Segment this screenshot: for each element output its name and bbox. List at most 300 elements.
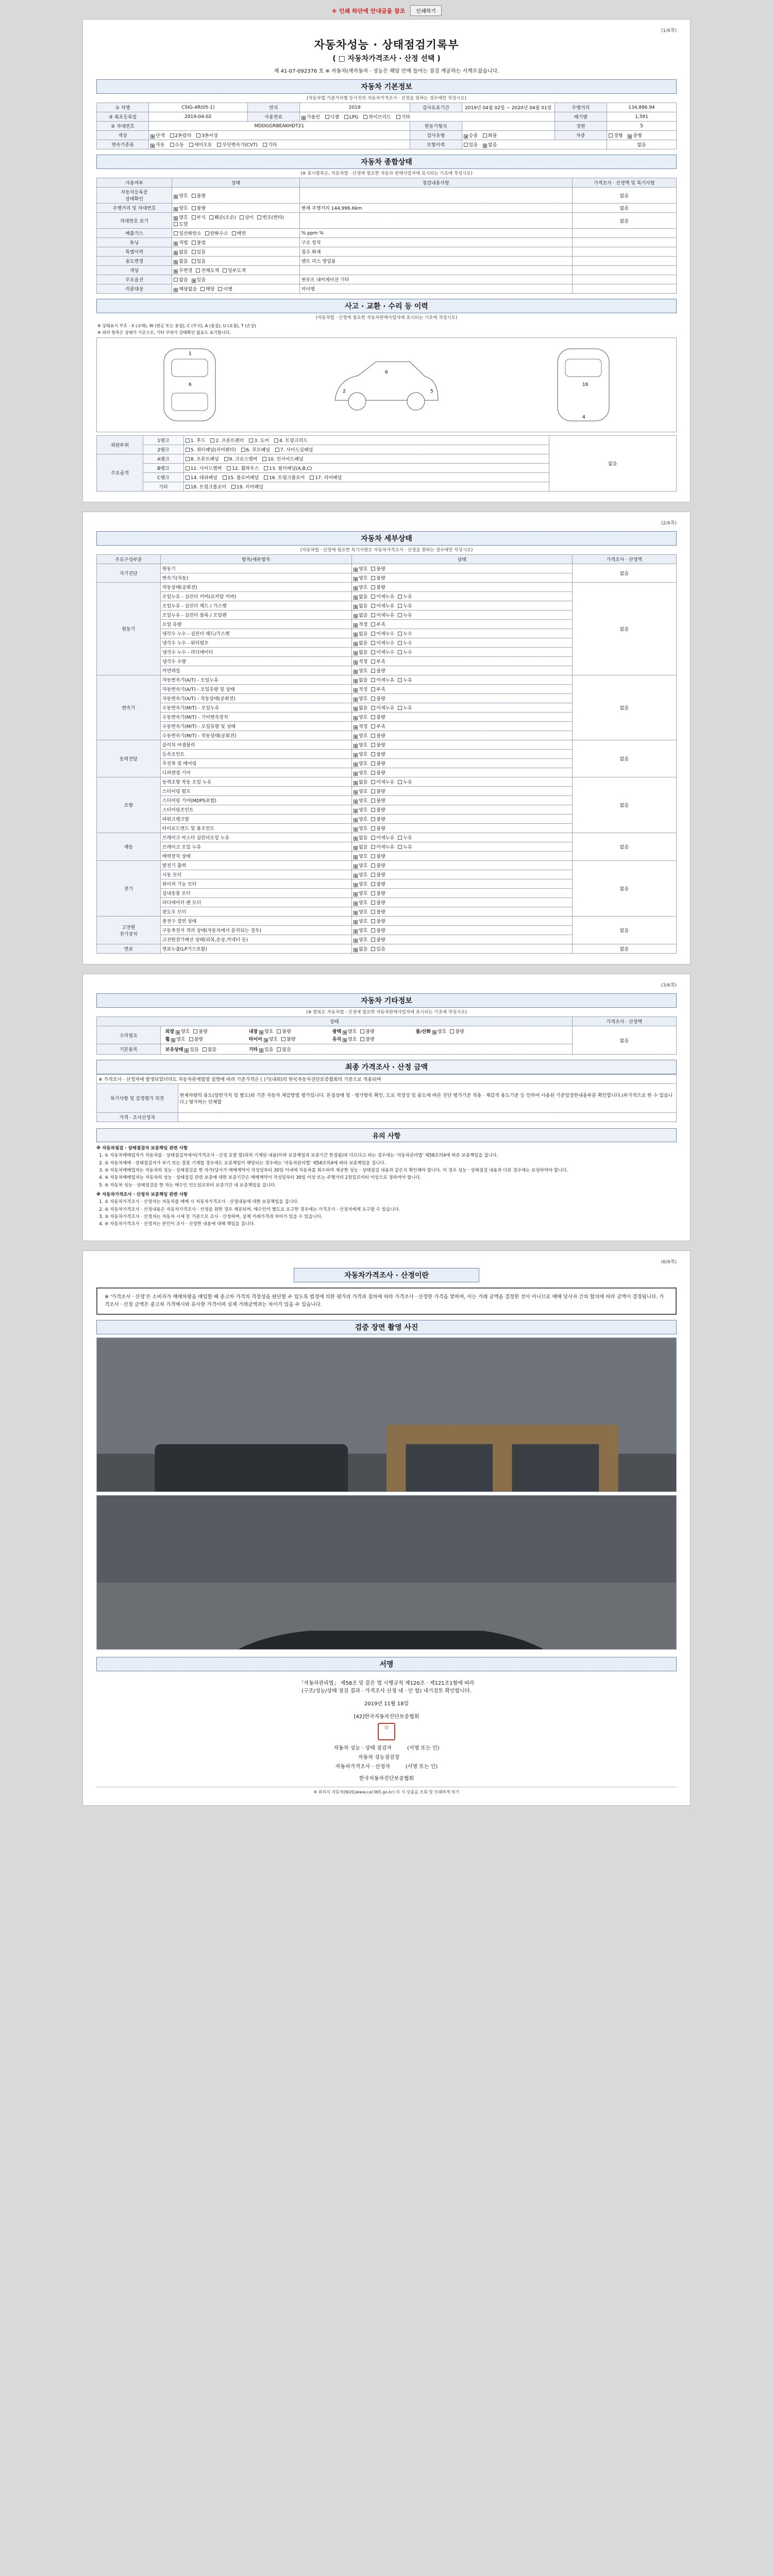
svg-text:1: 1 [188,351,192,357]
accident-rank1-label: 1랭크 [143,436,184,445]
detail-item-state[interactable]: ✓ 양호 불량 [352,731,573,740]
section-detail-note: (자동차법 · 산정에 필요한 특기사항은 자동차가격조사 · 산정을 원하는 경우에만 작성시오) [300,548,473,553]
overall-row-price: 없음 [572,204,677,213]
page-4 [82,1250,691,1806]
table-row [97,583,677,592]
detail-item-state[interactable]: ✓ 양호 불량 [352,805,573,815]
car-side-diagram [327,344,446,426]
detail-item-state[interactable]: ✓ 양호 불량 [352,750,573,759]
price-checker-name: (서명 또는 인) [405,1764,438,1770]
caution-title-2: ※ 자동차가격조사 · 산정자 보증책임 관련 사항 [96,1192,188,1197]
sign-date: 2019년 11월 18일 [364,1701,409,1707]
basic-info-table [96,103,677,149]
page-1 [82,19,691,502]
detail-item-label: 오일누유 - 실린더 블록 / 오일팬 [160,611,351,620]
basic-etc-value: 없음 [607,140,677,149]
car-damage-diagram [96,337,677,432]
overall-row-state[interactable]: ✓양호 부식 훼손(오손) 상이 변조(변타)도말 [172,213,300,229]
table-row [97,777,677,787]
detail-item-label: 커먼레일 [160,666,351,675]
table-row [97,266,677,275]
detail-item-label: 디퍼렌셜 기어 [160,768,351,777]
overall-row-detail: 썬루프 내비게이션 기타 [299,275,572,284]
basic-bodysize-options[interactable]: 경형 ✓ 중형 [607,131,677,140]
caution-item: 1. ① 자동차가격조사 · 산정자는 자동차를 매매 시 자동차가격조사 · 산정내용에 대한 보증책임을 집니다. [105,1199,677,1205]
caution-list-1 [96,1153,677,1189]
accident-rankB-items[interactable]: 11. 사이드멤버 12. 휠하우스 13. 필러패널(A,B,C) [183,464,549,473]
overall-row-state[interactable]: ✓ 적법 불법 [172,238,300,247]
page-number-4: (6/6쪽) [661,1260,677,1265]
overall-row-detail: 현재 주행거리 144,996.6km [299,204,572,213]
detail-item-state[interactable]: ✓ 양호 불량 [352,796,573,805]
detail-item-label: 브레이크 오일 누유 [160,842,351,852]
section-photo-title: 검증 장면 촬영 사진 [96,1320,677,1334]
official-stamp: 印 [378,1723,395,1740]
caution-body [96,1145,677,1227]
caution-item: 4. ④ 자동차매매업자는 자동차의 성능 · 상태점검 관련 보증에 대한 보증기간은 매매계약서 작성일부터 30일 이상 또는 주행거리 2천킬로미터 이상으로 정하여야 합니다. [105,1175,677,1181]
caution-item: 2. ② 자동차가격조사 · 산정내용은 자동차가격조사 · 산정을 원한 경우 제공되며, 매수인이 별도로 요구한 경우에는 가격조사 · 산정자에게 요구할 수 있습니다. [105,1207,677,1213]
overall-row-state[interactable]: 없음 ✓ 있음 [172,275,300,284]
detail-item-label: 스티어링 펌프 [160,787,351,796]
detail-table [96,554,677,954]
page-number-1: (1/6쪽) [661,28,677,33]
detail-item-label: 오일누유 - 실린더 헤드 / 가스켓 [160,601,351,611]
caution-item: 3. ③ 자동차매매업자는 자동차의 성능 · 상태점검을 한 자가(당사가 매매계약서 작성일부터 30일 이내에 자동차를 회수하여 제공한 성능 · 상태점검 내용과 같은지 확인해야 합니다. 이 경우 성능 · 상태점검 내용과 다른 경우에는 보상하여야 합니다. [105,1167,677,1174]
overall-row-state[interactable]: ✓ 없음 있음 [172,257,300,266]
overall-row-name: 배출가스 [97,229,172,238]
detail-item-state[interactable]: ✓ 양호 불량 [352,583,573,592]
detail-group-name: 조향 [97,777,161,833]
overall-row-name: 색상 [97,266,172,275]
detail-item-label: 클러치 어셈블리 [160,740,351,750]
basic-fuel-options[interactable]: ✓ 가솔린 디젤 LPG 하이브리드 기타 [299,112,554,122]
detail-item-state[interactable]: ✓ 없음 있음 [352,944,573,954]
basic-label-disp: 배기량 [554,112,607,122]
document-title: 자동차성능 · 상태점검기록부 [314,39,459,51]
basic-label-color: 색상 [97,131,149,140]
detail-item-state[interactable]: ✓ 양호 불량 [352,573,573,583]
overall-row-detail [299,213,572,229]
checker-name: (서명 또는 인) [407,1745,440,1751]
accident-rankB-label: B랭크 [143,464,184,473]
detail-group-name: 전기 [97,861,161,917]
accident-rankA-items[interactable]: 8. 프론트패널 9. 크로스멤버 10. 인사이드패널 [183,454,549,464]
table-row [97,275,677,284]
section-etcinfo-note: (※ 항목은 자동차법 · 산정에 필요한 자동차판매사업자에 표시되는 기초에 작성시오) [306,1010,467,1015]
overall-col-use: 사용여부 [97,178,172,188]
price-checker-label: 자동차가격조사 · 산정자 [335,1764,390,1770]
etcinfo-col-state: 상태 [97,1017,573,1026]
detail-item-label: 동력조향 작동 오일 누유 [160,777,351,787]
detail-group-name: 원동기 [97,583,161,675]
detail-item-label: 등속조인트 [160,750,351,759]
table-row [97,1026,677,1044]
accident-line1: ※ 상태표시 부호 : X (교체), W (판금 또는 용접), C (부식), A (흠집), U (요철), T (손상) [97,324,257,328]
overall-row-state[interactable]: ✓양호 불량 [172,188,300,204]
overall-row-price [572,238,677,247]
detail-item-state[interactable]: ✓ 양호 불량 [352,852,573,861]
detail-item-label: 수동변속기(M/T) - 오일유량 및 상태 [160,722,351,731]
basic-label-first-reg: ③ 최초등록일 [97,112,149,122]
detail-group-name: 연료 [97,944,161,954]
detail-item-state[interactable]: ✓ 없음 미세누유 누유 [352,601,573,611]
section-final-price: 최종 가격조사 · 산정 금액 [96,1060,677,1074]
detail-item-state[interactable]: ✓ 양호 불량 [352,879,573,889]
detail-group-name: 자기진단 [97,564,161,583]
final-warning-box: ※ '가격조사 · 산정'은 소비자가 매매차량을 매입할 때 중고차 가격의 적정성을 판단할 수 있도록 법정에 의한 평가의 가격과 절차에 따라 가격조사 · 산정한 가격을 말하며, 이는 거래 금액을 결정한 것이 아니므로 매매 당사자 간의 합의에 따라 금액이 결정됩니다. 가격조사 · 산정 금액은 중고차 가격예시와 유사한 가격이며 실제 거래금액과는 차이가 있을 수 있습니다. [96,1287,677,1315]
detail-item-state[interactable]: ✓ 없음 미세누유 누유 [352,703,573,713]
checker-label: 자동차 성능 · 상태 점검자 [333,1745,392,1751]
overall-row-name: 리콜대상 [97,284,172,294]
detail-col-2: 항목/세부항목 [160,555,351,564]
section-signature: 서명 [96,1657,677,1671]
overall-row-detail: % ppm % [299,229,572,238]
detail-item-label: 스티어링 기어(MDPS포함) [160,796,351,805]
detail-item-label: 시동 모터 [160,870,351,879]
overall-row-price: 없음 [572,213,677,229]
svg-text:6: 6 [188,382,192,387]
etcinfo-table [96,1016,677,1055]
basic-label-fuel: 사용연료 [247,112,299,122]
detail-item-state[interactable]: ✓ 양호 불량 [352,861,573,870]
accident-rankC-items[interactable]: 14. 대쉬패널 15. 플로어패널 16. 트렁크플로어 17. 리어패널 [183,473,549,482]
detail-group-price: 없음 [572,583,677,675]
detail-item-state[interactable]: ✓ 적정 부족 [352,620,573,629]
sign-text-1: 「자동차관리법」 제58조 및 같은 법 시행규칙 제120조 · 제121조1항에 따라 [298,1680,475,1686]
detail-group-name: 제동 [97,833,161,861]
detail-item-state[interactable]: ✓ 없음 미세누수 누수 [352,638,573,648]
detail-item-label: 충전구 절연 상태 [160,917,351,926]
basic-label-bodysize: 차종 [554,131,607,140]
inspection-photo-1 [96,1337,677,1492]
table-row [97,257,677,266]
detail-item-state[interactable]: ✓ 양호 불량 [352,935,573,944]
detail-item-state[interactable]: ✓ 양호 불량 [352,768,573,777]
table-row [97,675,677,685]
detail-item-state[interactable]: ✓ 양호 불량 [352,926,573,935]
detail-item-state[interactable]: ✓ 적정 부족 [352,722,573,731]
detail-group-price: 없음 [572,740,677,777]
detail-item-label: 원동기 [160,564,351,573]
detail-item-state[interactable]: ✓ 없음 미세누수 누수 [352,629,573,638]
overall-row-price [572,284,677,294]
table-row [97,229,677,238]
basic-label-validity: 검사유효기간 [410,103,462,112]
detail-item-label: 오일 유량 [160,620,351,629]
page-number-3: (3/6쪽) [661,983,677,988]
etc-group-name: 기본품목 [97,1044,161,1055]
basic-value-seats: 5 [607,122,677,131]
detail-item-label: 오일누유 - 실린더 커버(로커암 커버) [160,592,351,601]
detail-item-state[interactable]: ✓ 없음 미세누유 누유 [352,842,573,852]
overall-row-state[interactable]: ✓ 양호 불량 [172,204,300,213]
overall-col-state: 상태 [172,178,300,188]
table-row [97,204,677,213]
sign-stamp-label: [42]한국자동차진단보증협회 [354,1714,419,1720]
overall-row-detail [299,188,572,204]
section-basic-info: 자동차 기본정보 [96,79,677,94]
detail-item-state[interactable]: ✓ 양호 불량 [352,917,573,926]
etcinfo-col-price: 가격조사 · 산정액 [572,1017,677,1026]
detail-item-label: 냉각수 누수 - 워터펌프 [160,638,351,648]
detail-item-state[interactable]: ✓ 없음 미세누유 누유 [352,777,573,787]
caution-item: 5. ⑤ 자동차 성능 · 상태점검을 한 자는 매수인 인도일로부터 보증기간 내 보증책임을 집니다. [105,1182,677,1189]
section-basic-note: (자동차법 기준가치별 등사진의 자동차가격조사 · 산정을 원하는 경우에만 작성시오) [306,96,467,101]
accident-frame-label: 주요골격 [97,454,143,492]
overall-row-name: 차대번호 표기 [97,213,172,229]
table-row [97,564,677,573]
detail-group-name: 변속기 [97,675,161,740]
overall-col-detail: 점검내용사항 [299,178,572,188]
detail-item-label: 타이로드엔드 및 볼조인트 [160,824,351,833]
overall-row-price: 없음 [572,188,677,204]
basic-label-seats: 정원 [554,122,607,131]
final-price-note1: ※ 가격조사 · 산정자에 발생되었더라도 자동차관계법령 설명에 따라 기준가격은 ( )기(내외)의 한국자동차진단보증협회의 기준으로 적용되며 [97,1075,677,1084]
svg-text:2: 2 [342,389,346,394]
svg-text:5: 5 [430,389,433,394]
detail-group-price: 없음 [572,861,677,917]
basic-label-vin: ⑤ 차대번호 [97,122,149,131]
section-accident-note: (자동차법 · 산정에 필요한 자동차판매사업자에 표시되는 기초에 작성시오) [315,315,458,320]
section-overall-note: (※ 표시항목은, 자동차법 · 산정에 필요한 자동차 판매사업자에 표시되는 기초에 작성시오) [300,171,473,176]
overall-row-name: 자동차등록증 상태확인 [97,188,172,204]
etc-group-name: 수리필요 [97,1026,161,1044]
table-row [97,188,677,204]
overall-row-detail: 구조 장치 [299,238,572,247]
table-row [97,861,677,870]
caution-item: 4. ④ 자동차가격조사 · 산정자는 본인이 조사 · 산정한 내용에 대해 책임을 집니다. [105,1221,677,1227]
detail-item-label: 브레이크 마스터 실린더오일 누유 [160,833,351,842]
basic-trans-options[interactable]: ✓ 자동 수동 세미오토 무단변속기(CVT) 기타 [149,140,410,149]
accident-extra-items[interactable]: 18. 트렁크플로어 19. 리어패널 [183,482,549,492]
detail-item-state[interactable]: ✓ 양호 불량 [352,870,573,879]
detail-item-state[interactable]: ✓ 없음 미세누유 누유 [352,833,573,842]
overall-row-name: 주행거리 및 차대번호 [97,204,172,213]
accident-price: 없음 [549,436,677,492]
basic-value-disp: 1,591 [607,112,677,122]
overall-row-price [572,275,677,284]
detail-item-label: 변속기(자동) [160,573,351,583]
basic-value-mileage: 134,886.94 [607,103,677,112]
basic-label-insurance: 보험이력 [410,140,462,149]
basic-label-name: ① 차명 [97,103,149,112]
detail-group-price: 없음 [572,833,677,861]
basic-type-options[interactable]: ✓ 승용 화물 [462,131,554,140]
photo-1-graphic [97,1338,676,1492]
detail-item-label: 추진축 및 베어링 [160,759,351,768]
print-button[interactable]: 인쇄하기 [410,5,442,16]
top-notice: ＊ 인쇄 하단에 안내글을 참조 [331,7,406,14]
basic-label-type: 검사유형 [410,131,462,140]
overall-row-detail [299,266,572,275]
etc-price: 없음 [572,1026,677,1055]
detail-item-state[interactable]: ✓ 양호 불량 [352,907,573,917]
detail-item-state[interactable]: ✓ 양호 불량 [352,564,573,573]
detail-item-state[interactable]: ✓ 적정 부족 [352,685,573,694]
detail-item-state[interactable]: ✓ 양호 불량 [352,759,573,768]
accident-parts-table [96,435,677,492]
detail-item-state[interactable]: ✓ 양호 불량 [352,815,573,824]
association-name: 한국자동차진단보증협회 [359,1775,414,1782]
page-3 [82,974,691,1241]
basic-value-engine [462,122,554,131]
caution-item: 2. ② 자동차매매 · 상태점검자가 부기 또는 잘못 기재할 경우에도 보증책임이 해당되는 경우에는 '자동차관리법' 제58조의4에 따라 보증책임을 집니다. [105,1160,677,1166]
company-label: 자동차 성능점검장 [358,1754,400,1760]
etc-group-items[interactable]: 외장 ✓ 양호 불량 내장 ✓ 양호 불량 광택 ✓ 양호 불량 룸/산화 ✓ 양호 불량휠 ✓ 양호 불량 타이어 ✓ 양호 불량 유리 ✓ 양호 불량 [160,1026,572,1044]
sign-text-2: (구조/성능/상태 점검 결과 · 가격조사 산정 내 · 안 함) 내기검토 확인합니다. [301,1688,472,1694]
detail-item-label: 냉각수 누수 - 라디에이터 [160,648,351,657]
detail-item-label: 자동변속기(A/T) - 오일유량 및 상태 [160,685,351,694]
basic-label-year: 연식 [247,103,299,112]
caution-item: 1. ① 자동차매매업자가 자동차를 · 상태점검자에서(가격조사 · 산정 포함 함)과의 기재된 내용(이하 보증책임과 보증기간 한정됨)과 다르다고 하는 경우에는 '자동차관리법' 제58조의4에 따른 보증책임을 집니다. [105,1153,677,1159]
detail-col-3: 상태 [352,555,573,564]
detail-item-state[interactable]: ✓ 양호 불량 [352,740,573,750]
overall-row-price [572,247,677,257]
detail-item-label: 발전기 출력 [160,861,351,870]
table-row [97,247,677,257]
final-price-left-body: 현재차량의 용도(일반가치 및 별도)와 기준 자동차 체감방법 평가입니다. 본질상태 및 · 평가항목 확인, 도로 적정성 및 용도에 따른 진단 평가기준 적용 · 체감적 용도기준 등 인하여 사용된 기준일정한내용부분 확인합니다.(부가적으로 한 수 있습니다.) 평가하는 단체합 [178,1084,677,1113]
overall-row-detail: 렌트 리스 영업용 [299,257,572,266]
overall-row-state[interactable]: ✓ 무변경 전체도색 일부도색 [172,266,300,275]
detail-item-label: 수동변속기(M/T) - 기어변속장치 [160,713,351,722]
detail-group-price: 없음 [572,944,677,954]
detail-item-label: 수동변속기(M/T) - 오일누유 [160,703,351,713]
detail-item-label: 실내송풍 모터 [160,889,351,898]
basic-color-options[interactable]: ✓ 단색 2톤칼라 3톤이상 [149,131,410,140]
accident-rankC-label: C랭크 [143,473,184,482]
overall-col-price: 가격조사 · 산정액 및 특기사항 [572,178,677,188]
final-price-row2-value [178,1113,677,1122]
detail-rows [97,564,677,954]
car-front-diagram [148,344,231,426]
detail-item-label: 냉각수 누수 - 실린더 헤드/가스켓 [160,629,351,638]
table-row [97,238,677,247]
overall-row-detail: 미이행 [299,284,572,294]
detail-item-label: 냉각수 수량 [160,657,351,666]
document-lead: 제 41-07-092376 호 ※ 자동차(색자동차 · 성능은 해당 안에 들어는 점검 계공하는 서책으셨습니다. [274,69,499,74]
detail-item-state[interactable]: ✓ 없음 미세누유 누유 [352,592,573,601]
page-footer-note: ※ 위의지 자동차(NOS)www.car365.go.kr) 의 서 상품을 조회 및 인쇄하게 하기 [96,1787,677,1795]
detail-item-state[interactable]: ✓ 적정 부족 [352,657,573,666]
overall-row-name: 특별이력 [97,247,172,257]
signature-area [96,1679,677,1782]
detail-group-name: 고전원 전기장치 [97,917,161,944]
basic-label-trans: 변속기종류 [97,140,149,149]
accident-rank2-label: 2랭크 [143,445,184,454]
detail-col-1: 주요구성부분 [97,555,161,564]
detail-item-label: 작동상태(공회전) [160,583,351,592]
overall-row-state[interactable]: 일산화탄소 탄화수소 매연 [172,229,300,238]
caution-item: 3. ③ 자동차가격조사 · 산정자는 자동차 시세 등 기준으로 조사 · 산정하며, 실제 거래가격과 차이가 있을 수 있습니다. [105,1214,677,1220]
overall-row-detail: 침수 화재 [299,247,572,257]
svg-text:6: 6 [384,370,388,375]
basic-label-mileage: 주행거리 [554,103,607,112]
detail-item-state[interactable]: ✓ 양호 불량 [352,787,573,796]
detail-group-price: 없음 [572,675,677,740]
accident-outer-label: 외판부위 [97,436,143,454]
table-row [97,213,677,229]
detail-item-state[interactable]: ✓ 양호 불량 [352,666,573,675]
detail-item-label: 스티어링조인트 [160,805,351,815]
accident-line2: ※ 위의 항목은 상태가 기준으로, 기타 부위가 상태확인 없음도 표기합니다. [97,330,231,335]
overall-table [96,178,677,294]
detail-item-state[interactable]: ✓ 양호 불량 [352,824,573,833]
accident-extra-label: 기타 [143,482,184,492]
section-overall: 자동차 종합상태 [96,155,677,169]
caution-list-2 [96,1199,677,1227]
detail-item-label: 윈도우 모터 [160,907,351,917]
table-row [97,740,677,750]
detail-item-label: 와이퍼 기능 모터 [160,879,351,889]
detail-item-state[interactable]: ✓ 양호 불량 [352,889,573,898]
detail-item-label: 자동변속기(A/T) - 오일누유 [160,675,351,685]
detail-item-label: 연료누출(LP가스포함) [160,944,351,954]
basic-value-first-reg: 2019-04-02 [149,112,247,122]
final-price-left-label: 특기사항 및 감정평가 의견 [97,1084,178,1113]
svg-text:4: 4 [582,415,586,420]
basic-label-engine: 원동기형식 [410,122,462,131]
detail-item-state[interactable]: ✓ 양호 불량 [352,713,573,722]
section-accident: 사고 · 교환 · 수리 등 이력 [96,299,677,313]
accident-rank1-items[interactable]: 1. 후드 2. 프론트펜더 3. 도어 4. 트렁크리드 [183,436,549,445]
overall-row-state[interactable]: ✓ 해당없음 해당 이행 [172,284,300,294]
table-row [97,284,677,294]
inspection-photo-2 [96,1495,677,1650]
basic-value-year: 2019 [299,103,410,112]
section-final-head: 자동차가격조사 · 산정이란 [294,1268,479,1282]
table-row [97,944,677,954]
detail-group-name: 동력전달 [97,740,161,777]
etcinfo-rows [97,1026,677,1055]
section-etcinfo: 자동차 기타정보 [96,993,677,1008]
basic-value-name: CSIG-4R(05-1) [149,103,247,112]
svg-text:16: 16 [582,382,589,387]
overall-row-name: 튜닝 [97,238,172,247]
detail-group-price: 없음 [572,564,677,583]
overall-row-name: 주요옵션 [97,275,172,284]
detail-item-label: 자동변속기(A/T) - 작동상태(공회전) [160,694,351,703]
document-subtitle: ( □ 자동차가격조사 · 산정 선택 ) [332,55,441,63]
car-rear-diagram [542,344,625,426]
detail-col-4: 가격조사 · 산정액 [572,555,677,564]
overall-row-price [572,266,677,275]
basic-insurance-options[interactable]: 있음 ✓ 없음 [462,140,607,149]
page-2 [82,512,691,964]
overall-rows [97,188,677,294]
top-toolbar [82,5,691,16]
photo-2-graphic [97,1496,676,1650]
detail-item-state[interactable]: ✓ 없음 미세누유 누유 [352,611,573,620]
accident-rankA-label: A랭크 [143,454,184,464]
etc-group-items[interactable]: 보유상태 ✓ 있음 없음 기타 ✓ 있음 없음 [160,1044,572,1055]
detail-item-state[interactable]: ✓ 없음 미세누수 누수 [352,648,573,657]
basic-value-vin: MDDGGRBEAKHDT21 [149,122,410,131]
page-number-2: (2/6쪽) [661,521,677,526]
overall-row-state[interactable]: ✓ 없음 있음 [172,247,300,257]
overall-row-price [572,257,677,266]
accident-rank2-items[interactable]: 5. 쿼터패널(리어펜더) 6. 루프패널 7. 사이드실패널 [183,445,549,454]
basic-value-validity: 2019년 04월 02일 ~ 2020년 04월 01일 [462,103,554,112]
final-price-row2-label: 가격 · 조사산정자 [97,1113,178,1122]
detail-item-state[interactable]: ✓ 없음 미세누유 누유 [352,675,573,685]
table-row [97,917,677,926]
detail-item-state[interactable]: ✓ 양호 불량 [352,694,573,703]
detail-item-state[interactable]: ✓ 양호 불량 [352,898,573,907]
overall-row-price [572,229,677,238]
detail-item-label: 배력장치 상태 [160,852,351,861]
detail-item-label: 고전원전기배선 상태(피복,손상,커넥터 등) [160,935,351,944]
caution-title-1: ※ 자동차점검 · 상태점검자 보증책임 관련 사항 [96,1146,188,1151]
